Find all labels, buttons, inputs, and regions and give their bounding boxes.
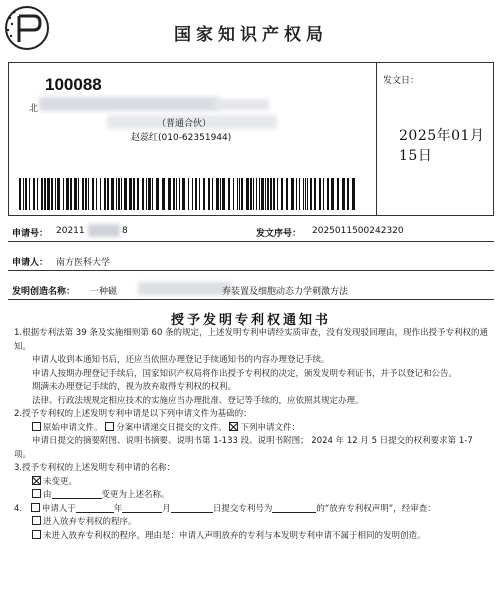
barcode — [19, 178, 359, 210]
paragraph-4: 期满未办理登记手续的，视为放弃取得专利权的权利。 — [32, 382, 237, 392]
section-4-number: 4. — [14, 503, 23, 514]
section-4-opt1 — [14, 516, 492, 530]
barcode-bar — [237, 178, 238, 210]
barcode-bar — [195, 178, 197, 210]
invention-title-suffix: 弃装置及细胞动态力学刺激方法 — [222, 287, 349, 297]
checkbox-waiver[interactable] — [31, 503, 40, 512]
waiver-month: 月 — [162, 503, 171, 514]
barcode-bar — [66, 178, 69, 210]
waiver-text-b: 的“放弃专利权声明”，经审查： — [316, 503, 436, 514]
barcode-bar — [246, 178, 249, 210]
blank-field — [52, 489, 102, 499]
barcode-bar — [142, 178, 144, 210]
barcode-bar — [331, 178, 334, 210]
barcode-bar — [239, 178, 240, 210]
barcode-bar — [148, 178, 151, 210]
barcode-bar — [23, 178, 24, 210]
barcode-bar — [307, 178, 308, 210]
redacted-address-tail — [214, 99, 269, 110]
paragraph-2: 申请人收到本通知书后，还应当依照办理登记手续通知书的内容办理登记手续。 — [32, 355, 330, 365]
barcode-bar — [250, 178, 252, 210]
barcode-bar — [85, 178, 87, 210]
section-4-opt2 — [14, 530, 492, 544]
barcode-bar — [259, 178, 260, 210]
section-2: 2.授予专利权的上述发明专利申请是以下列申请文件为基础的： — [14, 409, 252, 419]
barcode-bar — [299, 178, 300, 210]
waiver-text-a: 申请人于 — [41, 503, 76, 514]
barcode-bar — [29, 178, 30, 210]
option-original: 原始申请文件。 — [43, 422, 103, 433]
barcode-bar — [188, 178, 189, 210]
doc-no-label: 发文序号： — [256, 229, 302, 239]
barcode-bar — [19, 178, 21, 210]
option-following: 下列申请文件： — [240, 422, 300, 433]
issue-date-label: 发文日： — [383, 76, 420, 86]
applicant-label: 申请人： — [12, 258, 49, 268]
barcode-bar — [347, 178, 349, 210]
barcode-bar — [267, 178, 269, 210]
paragraph-5: 法律、行政法规规定相应技术的实施应当办理批准、登记等手续的，应依照其规定办理。 — [32, 395, 364, 406]
barcode-bar — [156, 178, 159, 210]
checkbox-unchanged[interactable] — [32, 476, 41, 485]
issue-date: 2025年01月15日 — [399, 128, 485, 164]
checkbox-changed[interactable] — [32, 489, 41, 498]
paragraph-1: 1.根据专利法第 39 条及实施细则第 60 条的规定，上述发明专利申请经实质审查，没有发现驳回理由，现作出授予专利权的通知。 — [14, 328, 489, 352]
agent-contact: 赵蕊红(010-62351944) — [131, 133, 232, 143]
barcode-bar — [273, 178, 275, 210]
barcode-bar — [173, 178, 175, 210]
postal-code: 100088 — [45, 75, 102, 94]
barcode-bar — [265, 178, 266, 210]
barcode-bar — [82, 178, 84, 210]
barcode-bar — [241, 178, 243, 210]
section-4 — [14, 503, 492, 517]
barcode-bar — [96, 178, 97, 210]
barcode-bar — [88, 178, 89, 210]
doc-no: 2025011500242320 — [312, 226, 404, 236]
app-no-suffix: 8 — [122, 226, 128, 236]
barcode-bar — [342, 178, 345, 210]
barcode-bar — [233, 178, 234, 210]
invention-title-prefix: 一种磁 — [90, 287, 118, 297]
barcode-bar — [74, 178, 77, 210]
checkbox-divisional[interactable] — [105, 422, 114, 431]
redacted-title — [138, 282, 232, 295]
barcode-bar — [182, 178, 185, 210]
agency-type: （普通合伙） — [157, 119, 212, 129]
checkbox-original[interactable] — [32, 422, 41, 431]
barcode-bar — [319, 178, 321, 210]
barcode-bar — [111, 178, 114, 210]
barcode-bar — [47, 178, 50, 210]
redacted-address — [39, 97, 219, 111]
blank-day — [171, 503, 213, 513]
checkbox-enter-waiver[interactable] — [32, 516, 41, 525]
barcode-bar — [37, 178, 38, 210]
blank-patent-no — [272, 503, 316, 513]
barcode-bar — [296, 178, 297, 210]
section-2-options — [14, 422, 492, 436]
app-no-prefix: 20211 — [56, 226, 85, 236]
barcode-bar — [168, 178, 171, 210]
barcode-bar — [41, 178, 43, 210]
barcode-bar — [323, 178, 324, 210]
redacted-app-no — [88, 224, 120, 237]
barcode-bar — [286, 178, 288, 210]
barcode-bar — [162, 178, 165, 210]
barcode-bar — [216, 178, 219, 210]
barcode-bar — [220, 178, 221, 210]
barcode-bar — [352, 178, 355, 210]
barcode-bar — [51, 178, 53, 210]
app-no-label: 申请号： — [12, 229, 49, 239]
barcode-bar — [124, 178, 127, 210]
checkbox-following[interactable] — [229, 422, 238, 431]
section-3-opt1 — [14, 476, 492, 490]
notice-title: 授予发明专利权通知书 — [170, 313, 331, 328]
barcode-bar — [116, 178, 117, 210]
section-3: 3.授予专利权的上述发明专利申请的名称： — [14, 463, 176, 473]
blank-month — [122, 503, 162, 513]
paragraph-3: 申请人按期办理登记手续后，国家知识产权局将作出授予专利权的决定，颁发发明专利证书，并予以登记和公告。 — [32, 368, 458, 379]
checkbox-no-waiver[interactable] — [32, 530, 41, 539]
barcode-bar — [100, 178, 101, 210]
applicant-row — [8, 249, 494, 271]
option-changed-from: 由 — [43, 490, 52, 500]
barcode-bar — [104, 178, 106, 210]
barcode-bar — [179, 178, 180, 210]
barcode-bar — [270, 178, 272, 210]
barcode-bar — [203, 178, 205, 210]
invention-title-label: 发明创造名称： — [12, 287, 76, 297]
barcode-bar — [199, 178, 200, 210]
barcode-bar — [337, 178, 339, 210]
option-enter-waiver: 进入放弃专利权的程序。 — [43, 517, 137, 527]
barcode-bar — [253, 178, 254, 210]
barcode-bar — [192, 178, 193, 210]
barcode-bar — [44, 178, 46, 210]
section-3-opt2 — [14, 489, 492, 503]
address-box — [8, 62, 494, 216]
option-divisional: 分案申请递交日提交的文件。 — [116, 422, 227, 433]
barcode-bar — [146, 178, 147, 210]
barcode-bar — [176, 178, 177, 210]
barcode-bar — [137, 178, 139, 210]
barcode-bar — [78, 178, 79, 210]
barcode-bar — [25, 178, 27, 210]
barcode-bar — [107, 178, 109, 210]
barcode-bar — [222, 178, 225, 210]
blank-year — [76, 503, 114, 513]
barcode-bar — [314, 178, 316, 210]
barcode-bar — [70, 178, 72, 210]
section-2-detail: 申请日提交的摘要附图、说明书摘要、说明书第 1-133 段、说明书附图； 2024 年 12 月 5 日提交的权利要求第 1-7 项。 — [14, 436, 473, 460]
barcode-bar — [33, 178, 35, 210]
barcode-bar — [305, 178, 306, 210]
barcode-bar — [55, 178, 56, 210]
header — [0, 0, 502, 60]
barcode-bar — [208, 178, 210, 210]
address-line: 北 — [29, 104, 39, 114]
application-row — [8, 220, 494, 242]
office-name: 国家知识产权局 — [174, 25, 328, 45]
barcode-bar — [327, 178, 329, 210]
barcode-bar — [291, 178, 294, 210]
barcode-bar — [228, 178, 230, 210]
divider — [376, 63, 377, 215]
barcode-bar — [133, 178, 135, 210]
barcode-bar — [281, 178, 283, 210]
barcode-bar — [57, 178, 60, 210]
barcode-bar — [92, 178, 94, 210]
barcode-bar — [63, 178, 64, 210]
option-changed-to: 变更为上述名称。 — [101, 490, 170, 500]
barcode-bar — [310, 178, 312, 210]
barcode-bar — [152, 178, 153, 210]
barcode-bar — [212, 178, 213, 210]
option-no-waiver: 未进入放弃专利权的程序。理由是：申请人声明放弃的专利与本发明专利申请不属于相同的发明创造。 — [43, 530, 426, 541]
barcode-bar — [118, 178, 120, 210]
barcode-bar — [121, 178, 122, 210]
barcode-bar — [256, 178, 257, 210]
barcode-bar — [129, 178, 132, 210]
option-unchanged: 未变更。 — [43, 476, 78, 487]
waiver-year: 年 — [113, 503, 123, 514]
barcode-bar — [303, 178, 304, 210]
notice-body — [14, 327, 492, 543]
waiver-day: 日提交专利号为 — [212, 503, 273, 514]
barcode-bar — [277, 178, 278, 210]
invention-title-row — [8, 278, 494, 300]
barcode-bar — [261, 178, 264, 210]
applicant: 南方医科大学 — [56, 258, 111, 268]
